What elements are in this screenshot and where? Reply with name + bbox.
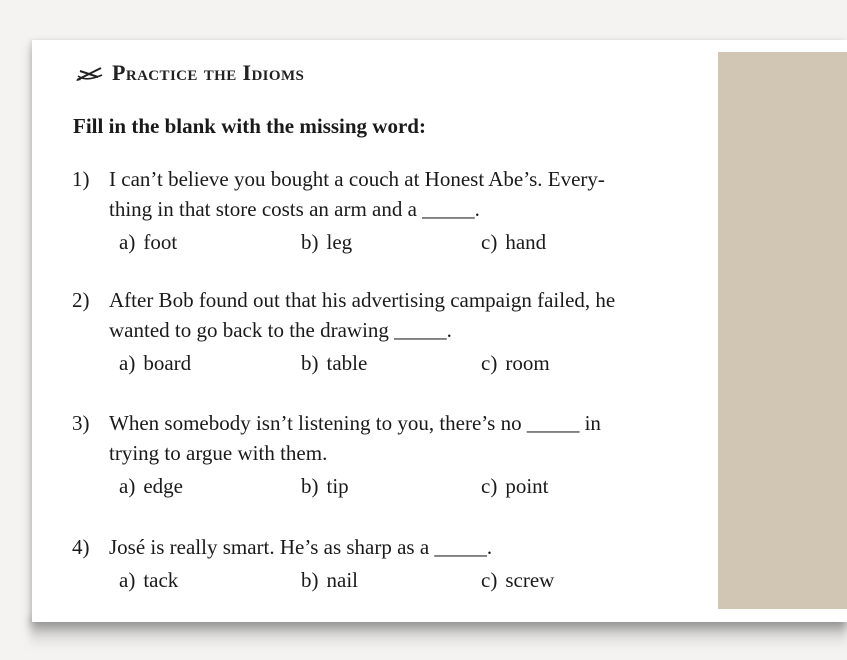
option-b[interactable]: b) tip <box>301 474 349 498</box>
option-c[interactable]: c) room <box>481 351 550 375</box>
question-2 <box>72 285 702 381</box>
question-number: 4) <box>72 535 90 559</box>
question-number: 1) <box>72 167 90 191</box>
question-number: 3) <box>72 411 90 435</box>
question-text-line-1: I can’t believe you bought a couch at Honest Abe’s. Every- <box>109 167 605 191</box>
answer-options <box>72 474 702 504</box>
question-3 <box>72 408 702 504</box>
option-a[interactable]: a) board <box>119 351 192 375</box>
option-b[interactable]: b) table <box>301 351 368 375</box>
question-text-line-1: When somebody isn’t listening to you, there’s no _____ in <box>109 411 601 435</box>
option-b[interactable]: b) nail <box>301 568 358 592</box>
answer-options <box>72 230 702 260</box>
question-text-line-2: trying to argue with them. <box>109 441 328 465</box>
option-b[interactable]: b) leg <box>301 230 353 254</box>
instructions-text: Fill in the blank with the missing word: <box>73 114 426 138</box>
section-title: Practice the Idioms <box>112 60 305 85</box>
question-text-line-2: thing in that store costs an arm and a _____. <box>109 197 480 221</box>
question-4 <box>72 532 702 598</box>
question-text-line-1: José is really smart. He’s as sharp as a _____. <box>109 535 493 559</box>
option-a[interactable]: a) edge <box>119 474 183 498</box>
question-text-line-1: After Bob found out that his advertising campaign failed, he <box>109 288 616 312</box>
page-shadow <box>30 618 847 648</box>
pencil-writing-icon <box>74 63 106 83</box>
question-text-line-2: wanted to go back to the drawing _____. <box>109 318 452 342</box>
option-a[interactable]: a) foot <box>119 230 178 254</box>
answer-options <box>72 568 702 598</box>
option-c[interactable]: c) screw <box>481 568 555 592</box>
option-a[interactable]: a) tack <box>119 568 179 592</box>
question-1 <box>72 164 702 260</box>
question-number: 2) <box>72 288 90 312</box>
answer-options <box>72 351 702 381</box>
option-c[interactable]: c) hand <box>481 230 547 254</box>
section-heading <box>74 60 304 86</box>
side-margin-panel <box>718 52 847 609</box>
option-c[interactable]: c) point <box>481 474 549 498</box>
